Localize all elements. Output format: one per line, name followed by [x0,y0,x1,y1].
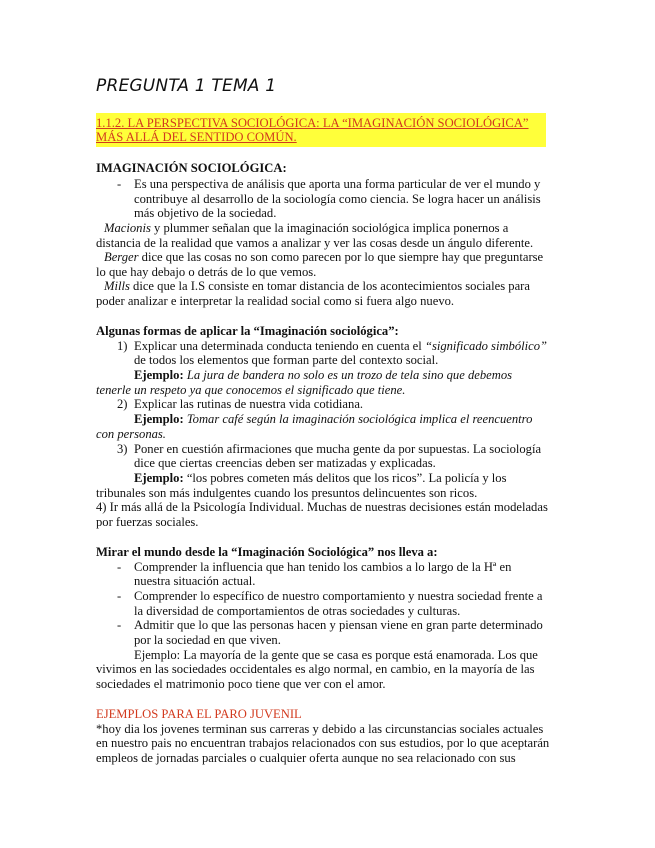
list-number: 1) [117,339,128,353]
example-label: Ejemplo: [134,368,184,382]
example-label: Ejemplo: [134,471,184,485]
list-number: 3) [117,442,128,456]
paro-heading: EJEMPLOS PARA EL PARO JUVENIL [96,707,302,721]
imaginacion-heading: IMAGINACIÓN SOCIOLÓGICA: [96,161,287,175]
author-name: Macionis [104,221,151,235]
formas-item1-example-line2: tenerle un respeto ya que conocemos el significado que tiene. [96,383,406,397]
formas-item2-line1: Explicar las rutinas de nuestra vida cotidiana. [134,397,364,411]
mirar-example-line2: vivimos en las sociedades occidentales es algo normal, en cambio, en la mayoría de las [96,662,535,676]
mills-paragraph: Mills dice que la I.S consiste en tomar distancia de los acontecimientos sociales para [104,279,530,293]
mirar-bullet2-line2: la diversidad de comportamientos de otras sociedades y culturas. [134,604,461,618]
page-title: PREGUNTA 1 TEMA 1 [96,76,277,96]
imaginacion-bullet-line: Es una perspectiva de análisis que aporta una forma particular de ver el mundo y [134,177,541,191]
mirar-bullet1-line2: nuestra situación actual. [134,574,256,588]
imaginacion-bullet-line: contribuye al desarrollo de la sociología como ciencia. Se logra hacer un análisis [134,192,541,206]
bullet-marker: - [117,560,122,574]
bullet-marker: - [117,177,122,191]
berger-paragraph: Berger dice que las cosas no son como parecen por lo que siempre hay que preguntarse [104,250,544,264]
paro-line1: *hoy dia los jovenes terminan sus carreras y debido a las circunstancias sociales actuales [96,722,544,736]
berger-line2: lo que hay debajo o detrás de lo que vemos. [96,265,317,279]
formas-item1-example: Ejemplo: La jura de bandera no solo es un trozo de tela sino que debemos [134,368,513,382]
imaginacion-bullet-line: más objetivo de la sociedad. [134,206,277,220]
bullet-marker: - [117,618,122,632]
formas-item2-example: Ejemplo: Tomar café según la imaginación sociológica implica el reencuentro [134,412,533,426]
mirar-bullet3-line2: por la sociedad en que viven. [134,633,281,647]
section-heading-line2: MÁS ALLÁ DEL SENTIDO COMÚN. [96,130,297,144]
formas-heading: Algunas formas de aplicar la “Imaginación sociológica”: [96,324,399,338]
macionis-paragraph: Macionis y plummer señalan que la imaginación sociológica implica ponernos a [104,221,509,235]
formas-item3-example: Ejemplo: “los pobres cometen más delitos que los ricos”. La policía y los [134,471,507,485]
mills-line2: poder analizar e interpretar la realidad social como si fuera algo nuevo. [96,294,455,308]
bullet-marker: - [117,589,122,603]
formas-item2-example-line2: con personas. [96,427,166,441]
macionis-line2: distancia de la realidad que vamos a analizar y ver las cosas desde un ángulo diferente. [96,236,534,250]
paro-line3: empleos de jornadas parciales o cualquier oferta aunque no sea relacionado con sus [96,751,516,765]
mirar-example-line3: sociedades el matrimonio poco tiene que ver con el amor. [96,677,386,691]
mirar-example-line1: Ejemplo: La mayoría de la gente que se casa es porque está enamorada. Los que [134,648,538,662]
list-number: 2) [117,397,128,411]
formas-item4-line2: por fuerzas sociales. [96,515,199,529]
formas-item3-example-line2: tribunales son más indulgentes cuando los presuntos delincuentes son ricos. [96,486,478,500]
formas-item3-line1: Poner en cuestión afirmaciones que mucha gente da por supuestas. La sociología [134,442,542,456]
author-name: Mills [104,279,130,293]
mirar-heading: Mirar el mundo desde la “Imaginación Sociológica” nos lleva a: [96,545,438,559]
formas-item4-line1: 4) Ir más allá de la Psicología Individual. Muchas de nuestras decisiones están modeladas [96,500,548,514]
section-heading-line1: 1.1.2. LA PERSPECTIVA SOCIOLÓGICA: LA “IMAGINACIÓN SOCIOLÓGICA” [96,116,529,130]
mirar-bullet3-line1: Admitir que lo que las personas hacen y piensan viene en gran parte determinado [134,618,543,632]
author-name: Berger [104,250,139,264]
formas-item1-line2: de todos los elementos que forman parte del contexto social. [134,353,439,367]
formas-item1-line1: Explicar una determinada conducta teniendo en cuenta el “significado simbólico” [134,339,548,353]
mirar-bullet2-line1: Comprender lo específico de nuestro comportamiento y nuestra sociedad frente a [134,589,543,603]
mirar-bullet1-line1: Comprender la influencia que han tenido los cambios a lo largo de la Hª en [134,560,512,574]
formas-item3-line2: dice que ciertas creencias deben ser matizadas y explicadas. [134,456,436,470]
example-label: Ejemplo: [134,412,184,426]
paro-line2: en nuestro pais no encuentran trabajos relacionados con sus estudios, por lo que aceptarán [96,736,550,750]
